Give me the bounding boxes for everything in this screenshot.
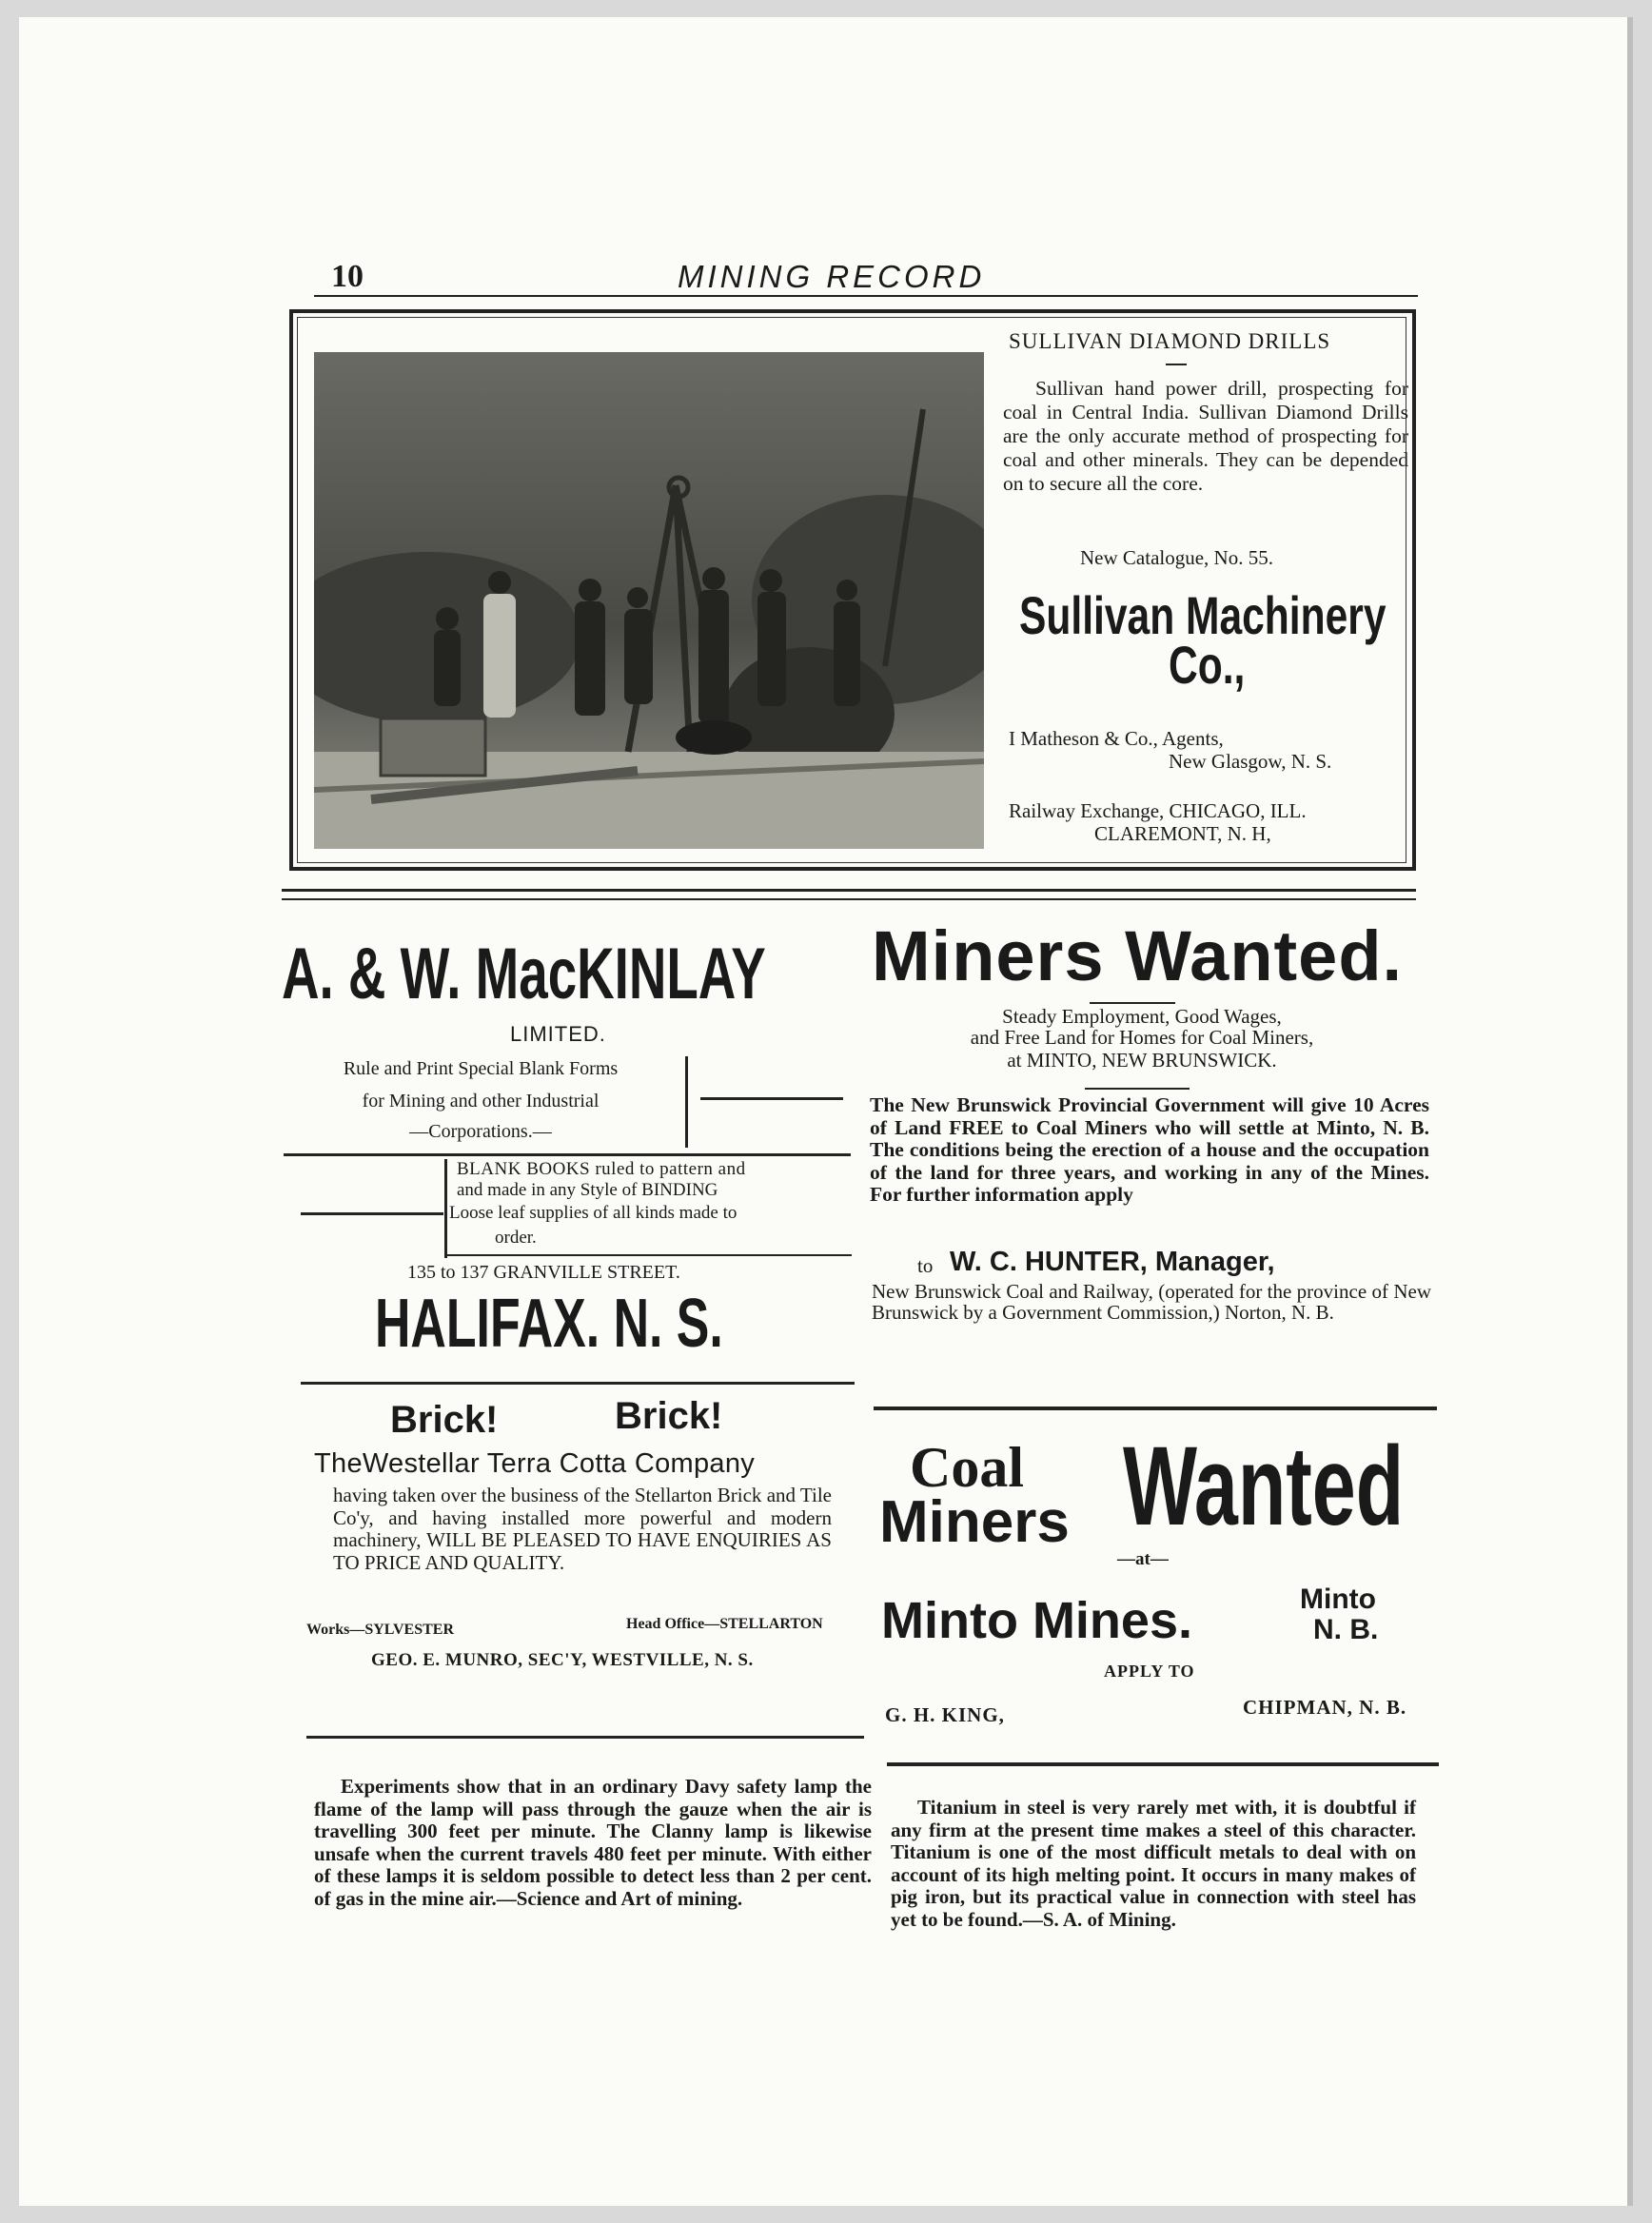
sullivan-catalogue: New Catalogue, No. 55.: [1080, 546, 1273, 569]
sullivan-address-2: CLAREMONT, N. H,: [1094, 822, 1271, 845]
brick-description: having taken over the business of the Stellarton Brick and Tile Co'y, and having installed more powerful and modern machinery, WILL BE PLEASED TO HAVE ENQUIRIES AS TO PRICE AND QUALITY.: [333, 1484, 832, 1574]
mackinlay-services-2: for Mining and other Industrial: [362, 1091, 600, 1112]
sullivan-agents-town: New Glasgow, N. S.: [1169, 750, 1332, 773]
mackinlay-limited: LIMITED.: [510, 1022, 606, 1046]
coal-at: —at—: [1117, 1549, 1169, 1569]
miners-wanted-offer-2: and Free Land for Homes for Coal Miners,: [970, 1026, 1314, 1049]
miners-wanted-dash-2: [1085, 1088, 1190, 1090]
titanium-note: Titanium in steel is very rarely met with, it is doubtful if any firm at the present time makes a steel of this character. Titanium is one of the most difficult metals to deal with on account of its high melting point. It occurs in many makes of pig iron, but its practical value in connection with steel has yet to be found.—S. A. of Mining.: [891, 1796, 1416, 1931]
sullivan-company-name: Sullivan Machinery: [1019, 585, 1386, 645]
page-number: 10: [331, 259, 364, 294]
brick-heading-left: Brick!: [390, 1399, 499, 1441]
miners-wanted-contact: W. C. HUNTER, Manager,: [950, 1247, 1275, 1277]
mackinlay-box-bottom: [284, 1153, 851, 1156]
sullivan-description: Sullivan hand power drill, prospecting for coal in Central India. Sullivan Diamond Drills are the only accurate method of prospecting for coal and other minerals. They can be depended on to secure all the core.: [1003, 377, 1408, 495]
miners-wanted-body: The New Brunswick Provincial Government will give 10 Acres of Land FREE to Coal Miners who will settle at Minto, N. B. The conditions being the erection of a house and the occupation of the land for three years, and working in any of the Mines. For further information apply: [870, 1093, 1429, 1206]
mackinlay-services-3: —Corporations.—: [409, 1121, 552, 1142]
brick-company: TheWestellar Terra Cotta Company: [314, 1448, 756, 1479]
brick-works: Works—SYLVESTER: [306, 1622, 455, 1638]
section-divider-3: [874, 1407, 1437, 1410]
mackinlay-side-rule: [700, 1097, 843, 1100]
davy-lamp-note: Experiments show that in an ordinary Davy safety lamp the flame of the lamp will pass through the gauze when the air is travelling 300 feet per minute. The Clanny lamp is likewise unsafe when the current travels 480 feet per minute. With either of these lamps it is seldom possible to detect less than 2 per cent. of gas in the mine air.—Science and Art of mining.: [314, 1775, 872, 1910]
mackinlay-city: HALIFAX. N. S.: [375, 1286, 723, 1362]
mackinlay-side-rule-2: [301, 1212, 443, 1215]
mackinlay-street: 135 to 137 GRANVILLE STREET.: [407, 1262, 680, 1283]
mackinlay-books-1: BLANK BOOKS ruled to pattern and: [457, 1159, 746, 1179]
miners-wanted-offer-1: Steady Employment, Good Wages,: [1002, 1005, 1282, 1028]
mackinlay-name: A. & W. MacKINLAY: [282, 934, 766, 1014]
mackinlay-books-left: [444, 1159, 447, 1258]
sullivan-heading-dash: [1166, 364, 1187, 365]
coal-contact-name: G. H. KING,: [885, 1703, 1005, 1726]
coal-contact-place: CHIPMAN, N. B.: [1243, 1696, 1407, 1719]
brick-head-office: Head Office—STELLARTON: [626, 1616, 823, 1632]
sullivan-address: Railway Exchange, CHICAGO, ILL.: [1009, 799, 1307, 822]
mackinlay-box-right: [685, 1056, 688, 1148]
minto-place-2: N. B.: [1313, 1614, 1379, 1645]
miners-wanted-offer-3: at MINTO, NEW BRUNSWICK.: [1007, 1049, 1277, 1072]
mackinlay-books-2: and made in any Style of BINDING: [457, 1180, 718, 1200]
miners-word: Miners: [879, 1489, 1070, 1555]
brick-heading-right: Brick!: [615, 1395, 723, 1437]
wanted-word: Wanted: [1123, 1424, 1405, 1549]
minto-place-1: Minto: [1300, 1584, 1376, 1615]
section-divider-1b: [282, 898, 1416, 900]
miners-wanted-company: New Brunswick Coal and Railway, (operated for the province of New Brunswick by a Government Commission,) Norton, N. B.: [872, 1280, 1431, 1324]
section-divider-5: [887, 1762, 1439, 1766]
coal-apply: APPLY TO: [1104, 1662, 1195, 1681]
header-rule: [314, 295, 1418, 297]
sullivan-company-co: Co.,: [1169, 635, 1246, 695]
section-divider-2: [301, 1382, 855, 1385]
drill-photo-illustration: [314, 352, 984, 849]
drill-photograph: [314, 352, 984, 849]
mackinlay-books-3: Loose leaf supplies of all kinds made to: [449, 1203, 738, 1223]
mackinlay-services-1: Rule and Print Special Blank Forms: [343, 1058, 619, 1079]
coal-word: Coal: [910, 1436, 1024, 1499]
section-divider-4: [306, 1736, 864, 1739]
miners-wanted-to: to: [917, 1254, 934, 1277]
sullivan-heading: SULLIVAN DIAMOND DRILLS: [1009, 329, 1331, 353]
section-divider-1: [282, 889, 1416, 892]
miners-wanted-heading: Miners Wanted.: [872, 916, 1404, 995]
running-title: MINING RECORD: [678, 259, 986, 294]
minto-mines: Minto Mines.: [881, 1592, 1192, 1649]
miners-wanted-dash: [1090, 1002, 1175, 1004]
sullivan-agents: I Matheson & Co., Agents,: [1009, 727, 1224, 750]
brick-secretary: GEO. E. MUNRO, SEC'Y, WESTVILLE, N. S.: [371, 1650, 754, 1670]
mackinlay-books-bottom: [444, 1254, 852, 1256]
mackinlay-books-4: order.: [495, 1228, 537, 1248]
